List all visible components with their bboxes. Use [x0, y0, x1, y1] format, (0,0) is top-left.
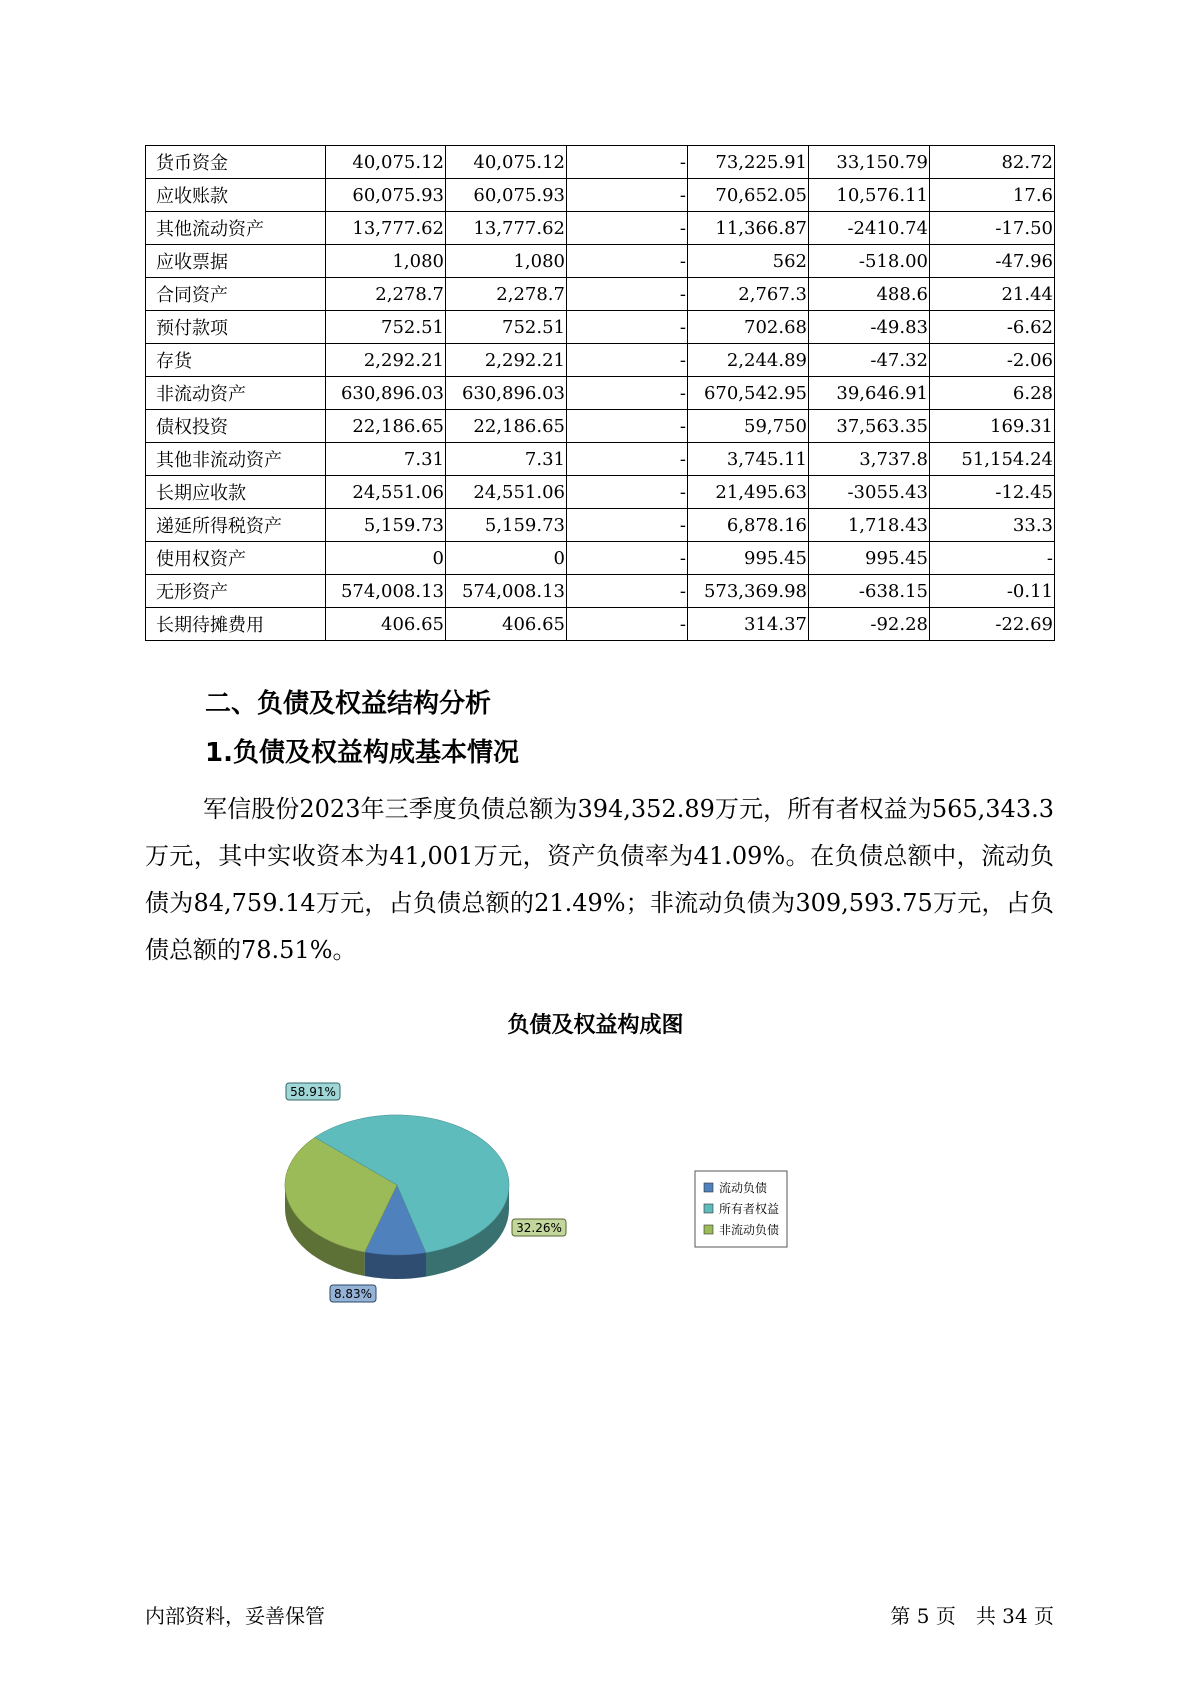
legend-swatch: [704, 1225, 713, 1234]
table-cell: -22.69: [930, 608, 1055, 641]
table-row: [146, 476, 1055, 509]
table-cell: 1,080: [326, 245, 446, 278]
table-cell: 21,495.63: [688, 476, 809, 509]
table-cell: -: [567, 311, 688, 344]
table-cell: 2,292.21: [326, 344, 446, 377]
table-cell: 574,008.13: [446, 575, 567, 608]
table-cell: 70,652.05: [688, 179, 809, 212]
table-cell: -: [567, 146, 688, 179]
table-cell: 13,777.62: [326, 212, 446, 245]
footer-page-number: 第 5 页 共 34 页: [890, 1604, 1054, 1628]
row-label: 使用权资产: [146, 542, 326, 575]
table-cell: 3,745.11: [688, 443, 809, 476]
table-cell: 51,154.24: [930, 443, 1055, 476]
table-cell: 1,080: [446, 245, 567, 278]
row-label: 存货: [146, 344, 326, 377]
table-row: [146, 542, 1055, 575]
table-row: [146, 575, 1055, 608]
table-row: [146, 179, 1055, 212]
table-cell: 2,278.7: [446, 278, 567, 311]
table-cell: 3,737.8: [809, 443, 930, 476]
table-cell: 21.44: [930, 278, 1055, 311]
table-cell: -: [567, 212, 688, 245]
data-label: 8.83%: [333, 1287, 373, 1301]
table-row: [146, 377, 1055, 410]
table-cell: -17.50: [930, 212, 1055, 245]
table-cell: 22,186.65: [326, 410, 446, 443]
table-cell: -: [567, 278, 688, 311]
table-cell: -638.15: [809, 575, 930, 608]
table-cell: 24,551.06: [326, 476, 446, 509]
table-cell: 13,777.62: [446, 212, 567, 245]
row-label: 货币资金: [146, 146, 326, 179]
table-cell: 39,646.91: [809, 377, 930, 410]
table-cell: 37,563.35: [809, 410, 930, 443]
table-cell: 2,292.21: [446, 344, 567, 377]
table-cell: 0: [326, 542, 446, 575]
table-cell: 752.51: [446, 311, 567, 344]
table-cell: 82.72: [930, 146, 1055, 179]
table-cell: 562: [688, 245, 809, 278]
table-cell: 33,150.79: [809, 146, 930, 179]
table-cell: 59,750: [688, 410, 809, 443]
table-cell: -: [567, 179, 688, 212]
table-cell: -: [567, 575, 688, 608]
table-row: [146, 146, 1055, 179]
table-row: [146, 311, 1055, 344]
table-cell: 995.45: [809, 542, 930, 575]
data-label: 32.26%: [516, 1221, 562, 1235]
table-cell: 314.37: [688, 608, 809, 641]
row-label: 应收账款: [146, 179, 326, 212]
table-cell: 995.45: [688, 542, 809, 575]
legend-entry: 所有者权益: [719, 1202, 780, 1216]
table-cell: -3055.43: [809, 476, 930, 509]
section-heading: 二、负债及权益结构分析: [205, 689, 492, 719]
row-label: 非流动资产: [146, 377, 326, 410]
table-cell: -92.28: [809, 608, 930, 641]
legend-entry: 流动负债: [719, 1181, 768, 1195]
table-cell: 5,159.73: [446, 509, 567, 542]
table-cell: -: [567, 509, 688, 542]
footer-confidential: 内部资料，妥善保管: [145, 1604, 325, 1628]
table-cell: 752.51: [326, 311, 446, 344]
row-label: 债权投资: [146, 410, 326, 443]
table-cell: 0: [446, 542, 567, 575]
table-cell: 406.65: [446, 608, 567, 641]
table-cell: 7.31: [326, 443, 446, 476]
table-cell: 2,278.7: [326, 278, 446, 311]
analysis-paragraph: 军信股份2023年三季度负债总额为394,352.89万元，所有者权益为565,343.3万元，其中实收资本为41,001万元，资产负债率为41.09%。在负债总额中，流动负债为84,759.14万元，占负债总额的21.49%；非流动负债为309,593.75万元，占负债总额的78.51%。: [145, 795, 1054, 964]
table-cell: 1,718.43: [809, 509, 930, 542]
table-cell: 702.68: [688, 311, 809, 344]
table-cell: 5,159.73: [326, 509, 446, 542]
table-cell: 6,878.16: [688, 509, 809, 542]
chart-legend: [695, 1171, 787, 1247]
table-cell: -47.96: [930, 245, 1055, 278]
table-cell: 670,542.95: [688, 377, 809, 410]
data-label: 58.91%: [290, 1085, 336, 1099]
table-cell: 488.6: [809, 278, 930, 311]
table-row: [146, 245, 1055, 278]
row-label: 预付款项: [146, 311, 326, 344]
table-cell: -: [567, 443, 688, 476]
legend-swatch: [704, 1204, 713, 1213]
table-cell: 73,225.91: [688, 146, 809, 179]
row-label: 其他流动资产: [146, 212, 326, 245]
table-cell: -: [567, 476, 688, 509]
table-cell: 60,075.93: [326, 179, 446, 212]
table-cell: 11,366.87: [688, 212, 809, 245]
table-cell: -2410.74: [809, 212, 930, 245]
table-cell: -12.45: [930, 476, 1055, 509]
table-cell: 630,896.03: [446, 377, 567, 410]
table-cell: -: [567, 344, 688, 377]
table-cell: -: [930, 542, 1055, 575]
table-cell: 33.3: [930, 509, 1055, 542]
table-cell: -518.00: [809, 245, 930, 278]
subsection-heading: 1.负债及权益构成基本情况: [205, 738, 519, 768]
legend-swatch: [704, 1183, 713, 1192]
table-cell: 169.31: [930, 410, 1055, 443]
table-row: [146, 212, 1055, 245]
table-cell: 406.65: [326, 608, 446, 641]
table-cell: -: [567, 542, 688, 575]
row-label: 合同资产: [146, 278, 326, 311]
table-cell: -: [567, 377, 688, 410]
table-cell: -0.11: [930, 575, 1055, 608]
financial-table: [145, 145, 1055, 641]
row-label: 递延所得税资产: [146, 509, 326, 542]
row-label: 长期应收款: [146, 476, 326, 509]
table-row: [146, 278, 1055, 311]
table-row: [146, 410, 1055, 443]
row-label: 其他非流动资产: [146, 443, 326, 476]
table-cell: 24,551.06: [446, 476, 567, 509]
table-cell: -47.32: [809, 344, 930, 377]
table-cell: -49.83: [809, 311, 930, 344]
table-cell: 60,075.93: [446, 179, 567, 212]
row-label: 长期待摊费用: [146, 608, 326, 641]
table-row: [146, 509, 1055, 542]
table-cell: 573,369.98: [688, 575, 809, 608]
table-cell: -: [567, 608, 688, 641]
legend-entry: 非流动负债: [719, 1223, 780, 1237]
table-cell: 22,186.65: [446, 410, 567, 443]
table-cell: 2,767.3: [688, 278, 809, 311]
table-cell: 40,075.12: [326, 146, 446, 179]
table-cell: 7.31: [446, 443, 567, 476]
table-cell: 17.6: [930, 179, 1055, 212]
pie-chart: [280, 1075, 880, 1335]
table-row: [146, 443, 1055, 476]
table-cell: -: [567, 245, 688, 278]
table-cell: 2,244.89: [688, 344, 809, 377]
row-label: 应收票据: [146, 245, 326, 278]
chart-title: 负债及权益构成图: [507, 1013, 684, 1038]
table-cell: 40,075.12: [446, 146, 567, 179]
pie-slice-side: [365, 1252, 426, 1279]
table-cell: 10,576.11: [809, 179, 930, 212]
table-row: [146, 608, 1055, 641]
table-cell: 574,008.13: [326, 575, 446, 608]
table-cell: 6.28: [930, 377, 1055, 410]
row-label: 无形资产: [146, 575, 326, 608]
table-row: [146, 344, 1055, 377]
table-cell: -2.06: [930, 344, 1055, 377]
table-cell: -: [567, 410, 688, 443]
table-cell: -6.62: [930, 311, 1055, 344]
table-cell: 630,896.03: [326, 377, 446, 410]
